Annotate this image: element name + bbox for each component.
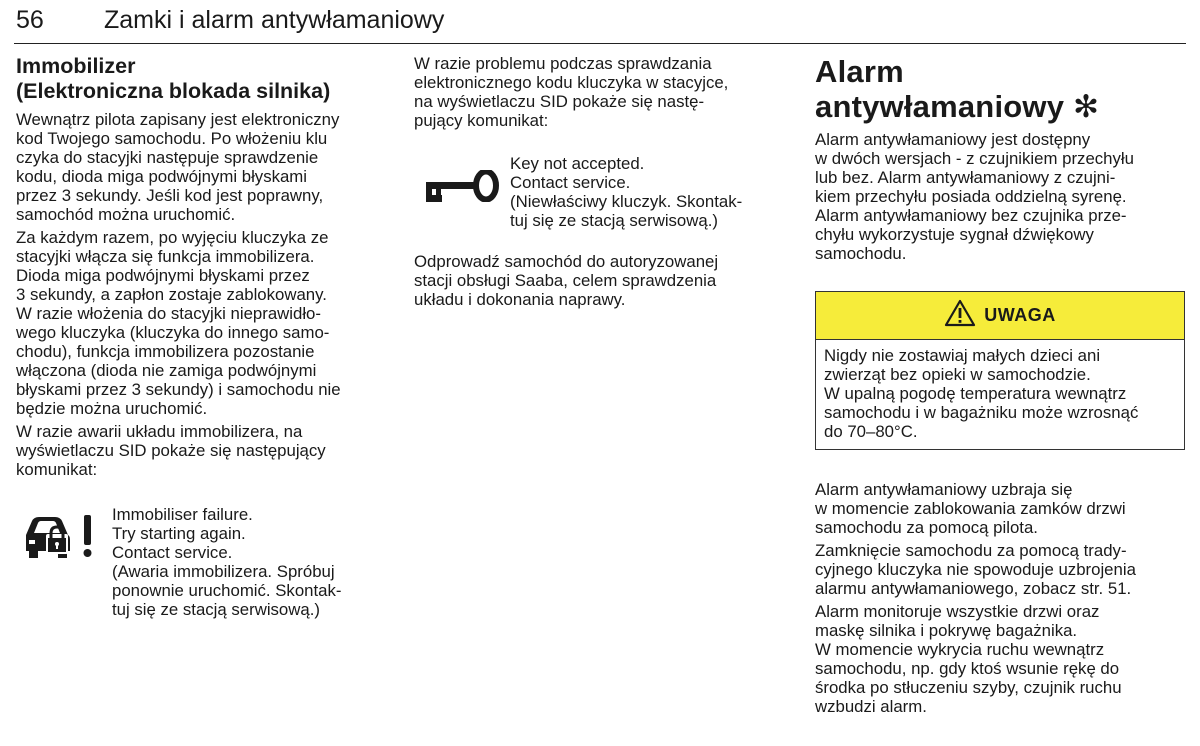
- alarm-paragraph-3: Zamknięcie samochodu za pomocą trady- cyjnego kluczyka nie spowoduje uzbrojenia alarmu antywłamaniowego, zobacz str. 51.: [815, 541, 1136, 598]
- column-immobilizer: [16, 54, 386, 619]
- sid-message-key-not-accepted: [414, 154, 786, 230]
- alarm-heading-text: Alarm antywłamaniowy: [815, 54, 1065, 124]
- immobilizer-heading: Immobilizer (Elektroniczna blokada silnika): [16, 54, 331, 103]
- sid-message-immobiliser-failure: [16, 505, 386, 619]
- immobilizer-paragraph-2: Za każdym razem, po wyjęciu kluczyka ze stacyjki włącza się funkcja immobilizera. Dioda miga podwójnymi błyskami przez 3 sekundy, a zapłon zostaje zablokowany. W razie włożenia do stacyjki nieprawidło- wego kluczyka (kluczyka do innego samo- chodu), funkcja immobilizera pozostanie włączona (dioda nie zamiga podwójnymi błyskami przez 3 sekundy) i samochodu nie będzie można uruchomić.: [16, 228, 341, 418]
- key-check-paragraph-1: W razie problemu podczas sprawdzania elektronicznego kodu kluczyka w stacyjce, na wyświetlaczu SID pokaże się nastę- pujący komunikat:: [414, 54, 729, 130]
- page-header: [14, 0, 1186, 44]
- immobilizer-paragraph-1: Wewnątrz pilota zapisany jest elektroniczny kod Twojego samochodu. Po włożeniu klu czyka do stacyjki następuje sprawdzenie kodu, dioda miga podwójnymi błyskami przez 3 sekundy. Jeśli kod jest poprawny, samochód można uruchomić.: [16, 110, 340, 224]
- key-check-paragraph-2: Odprowadź samochód do autoryzowanej stacji obsługi Saaba, celem sprawdzenia układu i dokonania naprawy.: [414, 252, 719, 309]
- message-immobiliser-failure-text: Immobiliser failure. Try starting again. Contact service. (Awaria immobilizera. Spróbuj ponownie uruchomić. Skontak- tuj się ze stacją serwisową.): [112, 505, 342, 619]
- alarm-paragraph-1: Alarm antywłamaniowy jest dostępny w dwóch wersjach - z czujnikiem przechyłu lub bez. Alarm antywłamaniowy z czujni- kiem przechyłu posiada oddzielną syrenę. Alarm antywłamaniowy bez czujnika prze- chyłu wykorzystuje sygnał dźwiękowy samochodu.: [815, 130, 1134, 263]
- message-key-not-accepted-text: Key not accepted. Contact service. (Niewłaściwy kluczyk. Skontak- tuj się ze stacją serwisową.): [510, 154, 743, 230]
- warning-header: [816, 292, 1184, 340]
- chapter-title: Zamki i alarm antywłamaniowy: [104, 6, 445, 34]
- warning-body: Nigdy nie zostawiaj małych dzieci ani zwierząt bez opieki w samochodzie. W upalną pogodę temperatura wewnątrz samochodu i w bagażniku może wzrosnąć do 70–80°C.: [824, 346, 1139, 441]
- page-number: 56: [16, 6, 44, 34]
- alarm-paragraph-4: Alarm monitoruje wszystkie drzwi oraz maskę silnika i pokrywę bagażnika. W momencie wykrycia ruchu wewnątrz samochodu, np. gdy ktoś wsunie rękę do środka po stłuczeniu szyby, czujnik ruchu wzbudzi alarm.: [815, 602, 1122, 716]
- warning-title: UWAGA: [984, 305, 1056, 325]
- alarm-paragraph-2: Alarm antywłamaniowy uzbraja się w momencie zablokowania zamków drzwi samochodu za pomocą pilota.: [815, 480, 1126, 537]
- alarm-heading: [815, 54, 1187, 124]
- immobilizer-paragraph-3: W razie awarii układu immobilizera, na wyświetlaczu SID pokaże się następujący komunikat:: [16, 422, 326, 479]
- warning-triangle-icon: [944, 299, 976, 332]
- alarm-symbol-icon: ✻: [1072, 89, 1100, 124]
- column-alarm: [815, 54, 1187, 716]
- column-key-check: [414, 54, 786, 309]
- car-lock-warning-icon: [20, 511, 102, 566]
- warning-box: [815, 291, 1185, 450]
- key-icon: [426, 170, 500, 207]
